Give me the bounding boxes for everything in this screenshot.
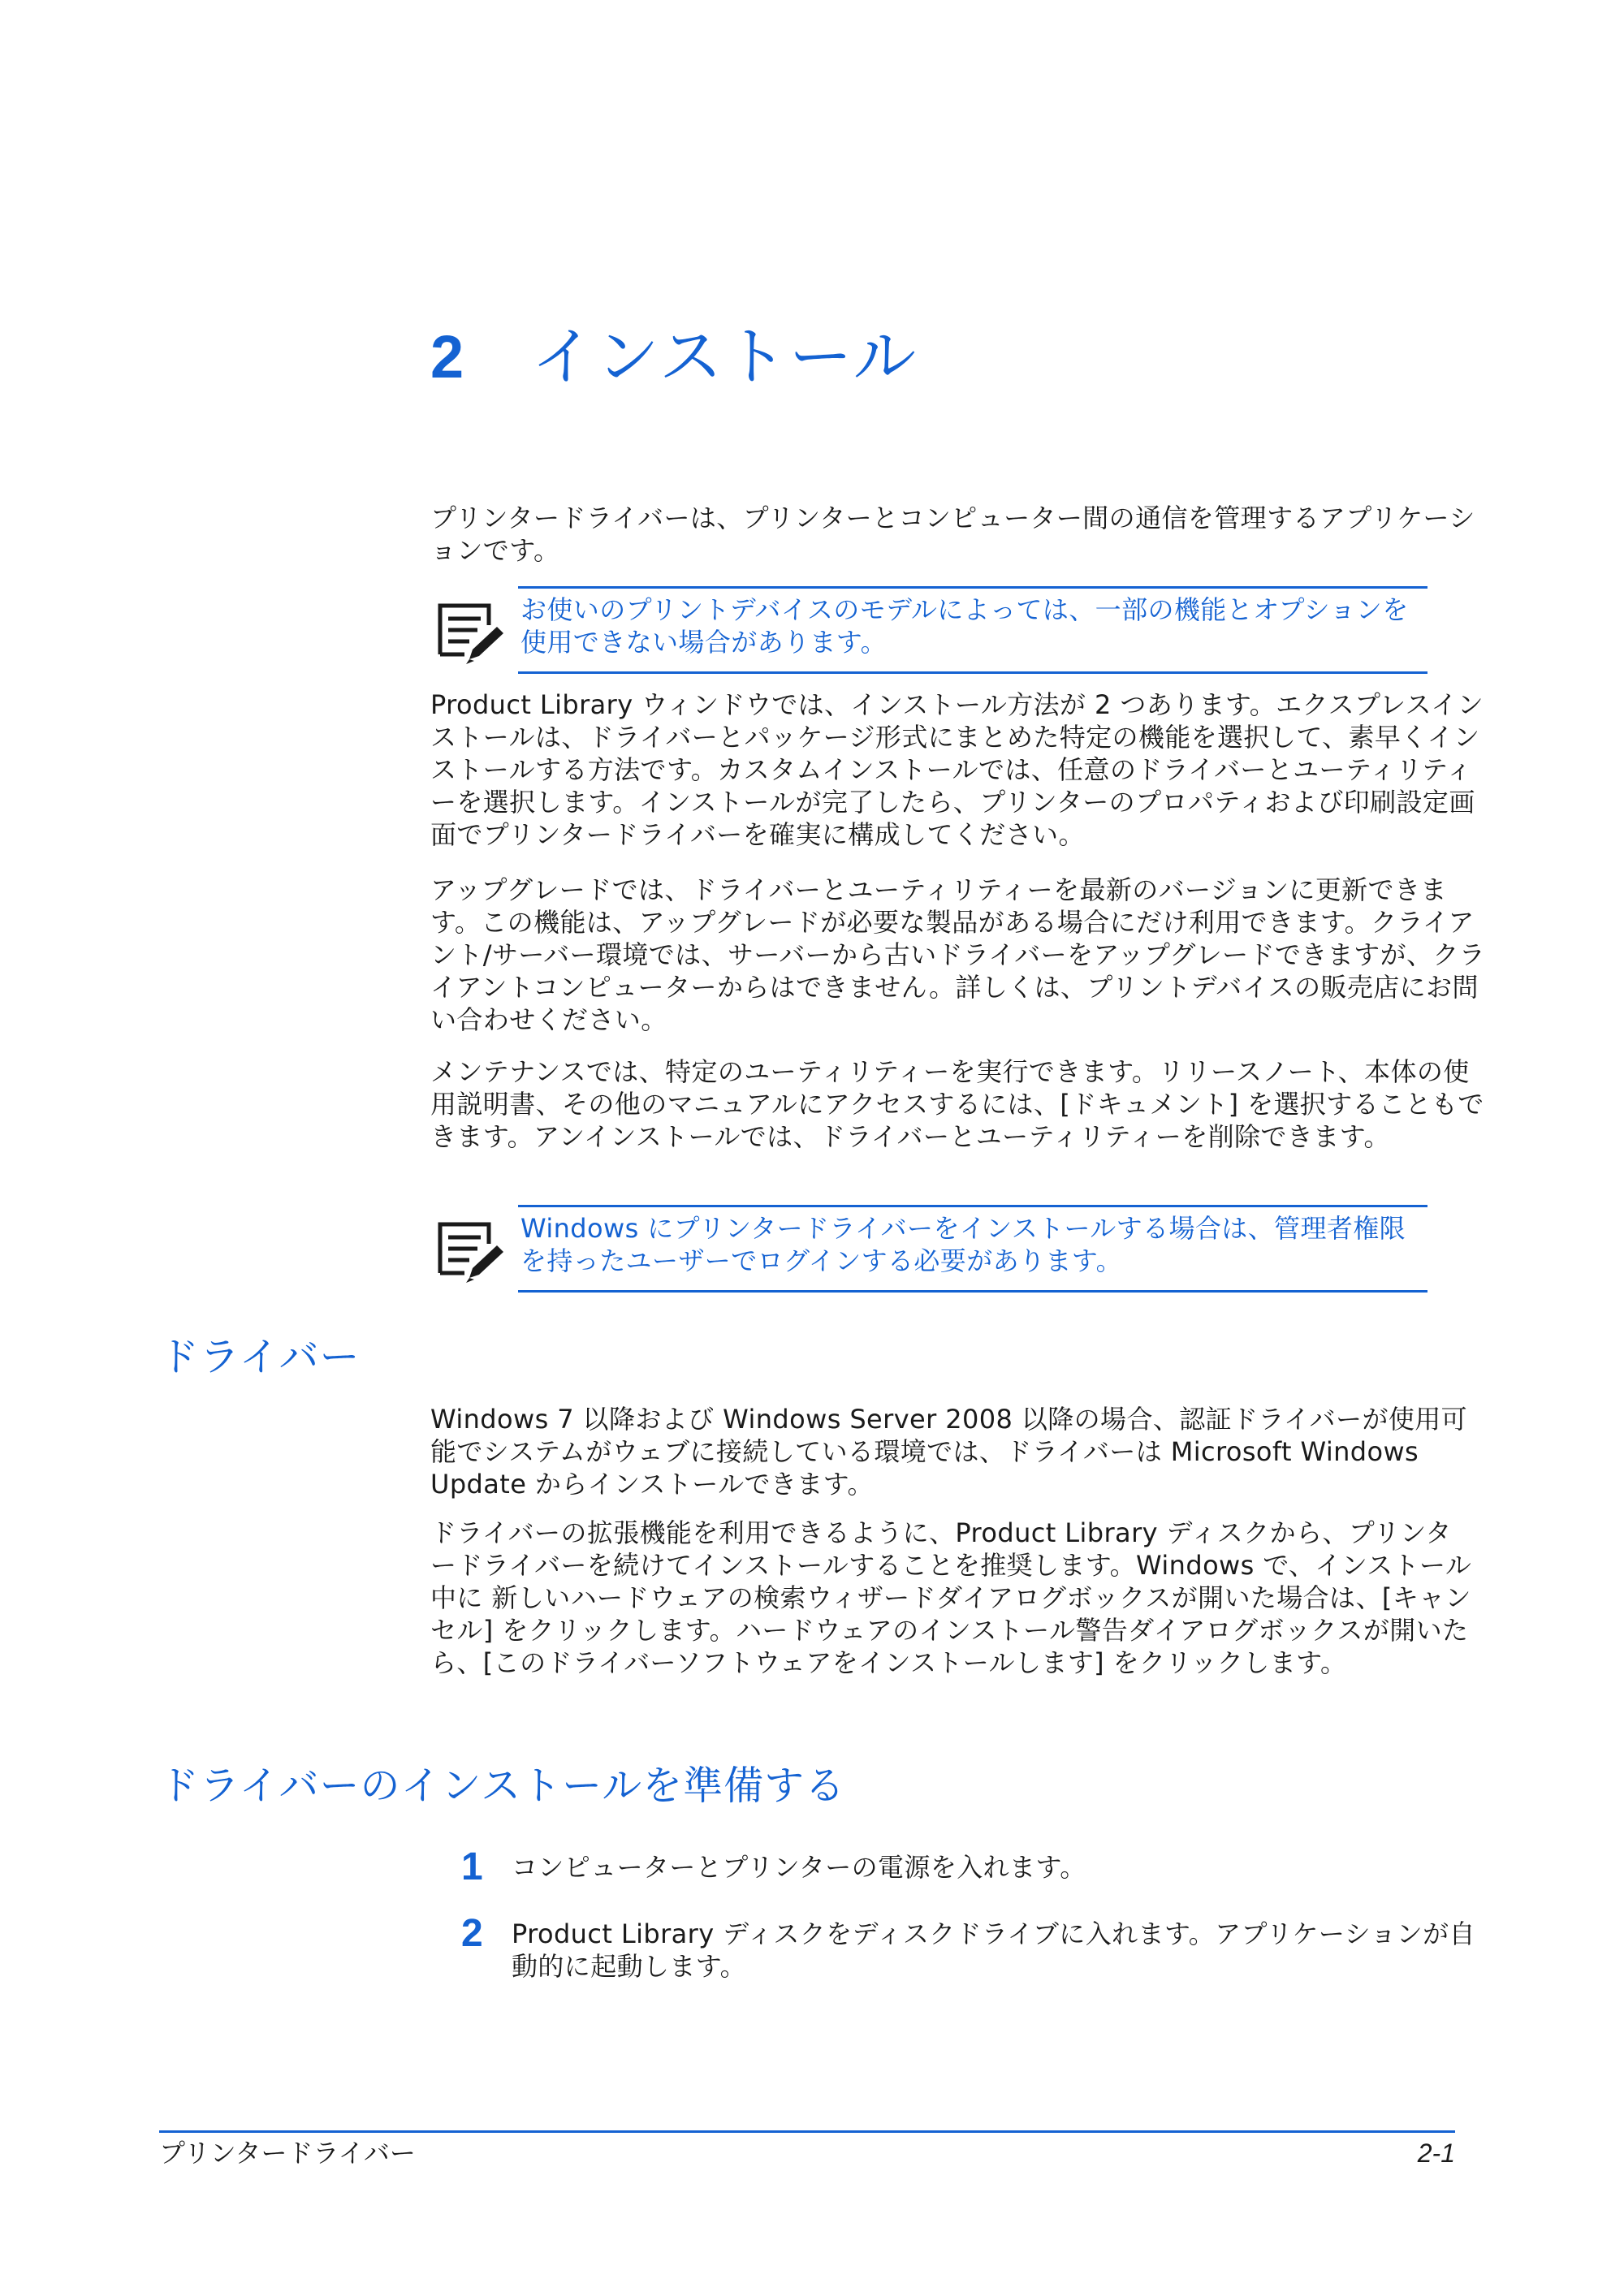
- paragraph-maintenance: メンテナンスでは、特定のユーティリティーを実行できます。リリースノート、本体の使用説明書、その他のマニュアルにアクセスするには、[ドキュメント] を選択することもできます。アンインストールでは、ドライバーとユーティリティーを削除できます。: [430, 1056, 1484, 1152]
- note-box-2: [437, 1205, 1427, 1293]
- note-top-rule: [518, 586, 1427, 589]
- step-text: コンピューターとプリンターの電源を入れます。: [512, 1852, 1086, 1883]
- section-heading-driver: ドライバー: [159, 1334, 361, 1380]
- note-pencil-icon: [437, 1219, 505, 1288]
- paragraph-windows-update: Windows 7 以降および Windows Server 2008 以降の場合、認証ドライバーが使用可能でシステムがウェブに接続している環境では、ドライバーは Microsoft Windows Update からインストールできます。: [430, 1404, 1468, 1500]
- step-number: 1: [461, 1845, 483, 1888]
- page-number: 2-1: [1417, 2138, 1455, 2168]
- chapter-number: 2: [430, 323, 464, 391]
- note-text-2: Windows にプリンタードライバーをインストールする場合は、管理者権限を持ったユーザーでログインする必要があります。: [520, 1213, 1406, 1276]
- note-pencil-icon: [437, 601, 505, 669]
- paragraph-upgrade: アップグレードでは、ドライバーとユーティリティーを最新のバージョンに更新できます。この機能は、アップグレードが必要な製品がある場合にだけ利用できます。クライアント/サーバー環境では、サーバーから古いドライバーをアップグレードできますが、クライアントコンピューターからはできません。詳しくは、プリントデバイスの販売店にお問い合わせください。: [430, 874, 1486, 1035]
- paragraph-product-library: ドライバーの拡張機能を利用できるように、Product Library ディスクから、プリンタードライバーを続けてインストールすることを推奨します。Windows で、インストール中に 新しいハードウェアの検索ウィザードダイアログボックスが開いた場合は、[キャンセル] をクリックします。ハードウェアのインストール警告ダイアログボックスが開いたら、[このドライバーソフトウェアをインストールします] をクリックします。: [430, 1517, 1472, 1678]
- note-bottom-rule: [518, 1290, 1427, 1293]
- note-top-rule: [518, 1205, 1427, 1207]
- chapter-heading: インストール: [531, 321, 918, 394]
- note-text-1: お使いのプリントデバイスのモデルによっては、一部の機能とオプションを使用できない場合があります。: [520, 594, 1409, 658]
- section-heading-prepare: ドライバーのインストールを準備する: [159, 1763, 846, 1809]
- intro-paragraph: プリンタードライバーは、プリンターとコンピューター間の通信を管理するアプリケーションです。: [430, 503, 1475, 566]
- paragraph-install-methods: Product Library ウィンドウでは、インストール方法が 2 つあります。エクスプレスインストールは、ドライバーとパッケージ形式にまとめた特定の機能を選択して、素早くインストールする方法です。カスタムインストールでは、任意のドライバーとユーティリティーを選択します。インストールが完了したら、プリンターのプロパティおよび印刷設定画面でプリンタードライバーを確実に構成してください。: [430, 689, 1484, 850]
- footer-title: プリンタードライバー: [159, 2138, 416, 2169]
- step-number: 2: [461, 1912, 483, 1955]
- step-text: Product Library ディスクをディスクドライブに入れます。アプリケーションが自動的に起動します。: [512, 1918, 1475, 1982]
- note-box-1: [437, 586, 1427, 674]
- footer-rule: [159, 2130, 1455, 2133]
- note-bottom-rule: [518, 671, 1427, 674]
